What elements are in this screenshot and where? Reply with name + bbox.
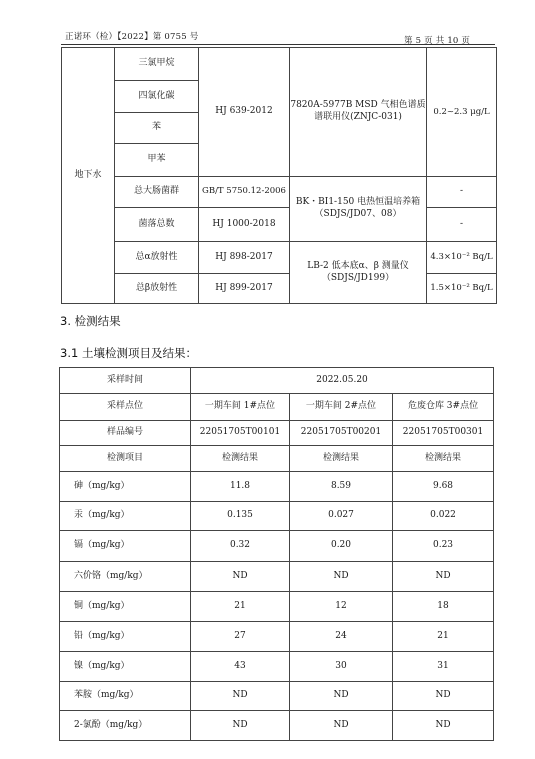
result-value: 8.59 xyxy=(290,472,393,502)
item-cell: 四氯化碳 xyxy=(115,81,199,113)
section-title-results: 3. 检测结果 xyxy=(60,314,121,328)
result-value: ND xyxy=(393,682,494,711)
result-value: 12 xyxy=(290,592,393,622)
result-value: ND xyxy=(290,711,393,741)
item-cell: 苯 xyxy=(115,113,199,144)
result-value: ND xyxy=(393,711,494,741)
row-label: 砷（mg/kg） xyxy=(60,472,191,502)
page-number: 第 5 页 共 10 页 xyxy=(404,36,471,46)
row-label: 六价铬（mg/kg） xyxy=(60,562,191,592)
result-value: ND xyxy=(191,711,290,741)
sampling-point: 危废仓库 3#点位 xyxy=(393,394,494,421)
label-sampling-time: 采样时间 xyxy=(60,368,191,394)
result-value: 0.135 xyxy=(191,502,290,531)
limit-cell: - xyxy=(427,208,497,242)
result-value: ND xyxy=(393,562,494,592)
row-label: 铜（mg/kg） xyxy=(60,592,191,622)
result-value: 0.20 xyxy=(290,531,393,562)
result-value: ND xyxy=(290,562,393,592)
standard-cell: GB/T 5750.12-2006 xyxy=(199,177,290,208)
sample-id: 22051705T00201 xyxy=(290,421,393,446)
result-header: 检测结果 xyxy=(191,446,290,472)
result-value: 21 xyxy=(393,622,494,652)
standard-cell: HJ 1000-2018 xyxy=(199,208,290,242)
instrument-cell: BK・BI1-150 电热恒温培养箱（SDJS/JD07、08） xyxy=(290,177,427,242)
row-label: 镉（mg/kg） xyxy=(60,531,191,562)
limit-cell: 4.3×10⁻² Bq/L xyxy=(427,242,497,274)
result-value: 43 xyxy=(191,652,290,682)
method-table xyxy=(61,47,497,304)
sampling-point: 一期车间 2#点位 xyxy=(290,394,393,421)
limit-cell: 0.2~2.3 μg/L xyxy=(427,48,497,177)
result-header: 检测结果 xyxy=(393,446,494,472)
row-label: 2-氯酚（mg/kg） xyxy=(60,711,191,741)
label-test-item: 检测项目 xyxy=(60,446,191,472)
result-value: 21 xyxy=(191,592,290,622)
result-value: 0.027 xyxy=(290,502,393,531)
instrument-cell: 7820A-5977B MSD 气相色谱质谱联用仪(ZNJC-031) xyxy=(290,48,427,177)
standard-cell: HJ 639-2012 xyxy=(199,48,290,177)
result-value: 11.8 xyxy=(191,472,290,502)
result-header: 检测结果 xyxy=(290,446,393,472)
limit-cell: 1.5×10⁻² Bq/L xyxy=(427,274,497,304)
result-value: 0.32 xyxy=(191,531,290,562)
item-cell: 三氯甲烷 xyxy=(115,48,199,81)
result-value: 30 xyxy=(290,652,393,682)
result-value: 27 xyxy=(191,622,290,652)
report-number: 正诺环（检）【2022】第 0755 号 xyxy=(65,32,199,42)
row-label: 汞（mg/kg） xyxy=(60,502,191,531)
item-cell: 总α放射性 xyxy=(115,242,199,274)
item-cell: 菌落总数 xyxy=(115,208,199,242)
result-value: 24 xyxy=(290,622,393,652)
item-cell: 甲苯 xyxy=(115,144,199,177)
section-title-soil: 3.1 土壤检测项目及结果： xyxy=(60,346,197,360)
label-sample-id: 样品编号 xyxy=(60,421,191,446)
header-divider xyxy=(61,44,495,45)
limit-cell: - xyxy=(427,177,497,208)
row-label: 铅（mg/kg） xyxy=(60,622,191,652)
result-value: 18 xyxy=(393,592,494,622)
category-cell: 地下水 xyxy=(62,48,115,304)
result-value: 9.68 xyxy=(393,472,494,502)
standard-cell: HJ 899-2017 xyxy=(199,274,290,304)
sampling-time: 2022.05.20 xyxy=(191,368,494,394)
sample-id: 22051705T00301 xyxy=(393,421,494,446)
result-value: 0.23 xyxy=(393,531,494,562)
item-cell: 总β放射性 xyxy=(115,274,199,304)
instrument-cell: LB-2 低本底α、β 测量仪（SDJS/JD199） xyxy=(290,242,427,304)
standard-cell: HJ 898-2017 xyxy=(199,242,290,274)
item-cell: 总大肠菌群 xyxy=(115,177,199,208)
result-value: ND xyxy=(191,682,290,711)
sample-id: 22051705T00101 xyxy=(191,421,290,446)
row-label: 苯胺（mg/kg） xyxy=(60,682,191,711)
label-sampling-point: 采样点位 xyxy=(60,394,191,421)
result-value: ND xyxy=(191,562,290,592)
result-value: ND xyxy=(290,682,393,711)
row-label: 镍（mg/kg） xyxy=(60,652,191,682)
result-value: 31 xyxy=(393,652,494,682)
result-value: 0.022 xyxy=(393,502,494,531)
sampling-point: 一期车间 1#点位 xyxy=(191,394,290,421)
soil-results-table xyxy=(59,367,494,741)
